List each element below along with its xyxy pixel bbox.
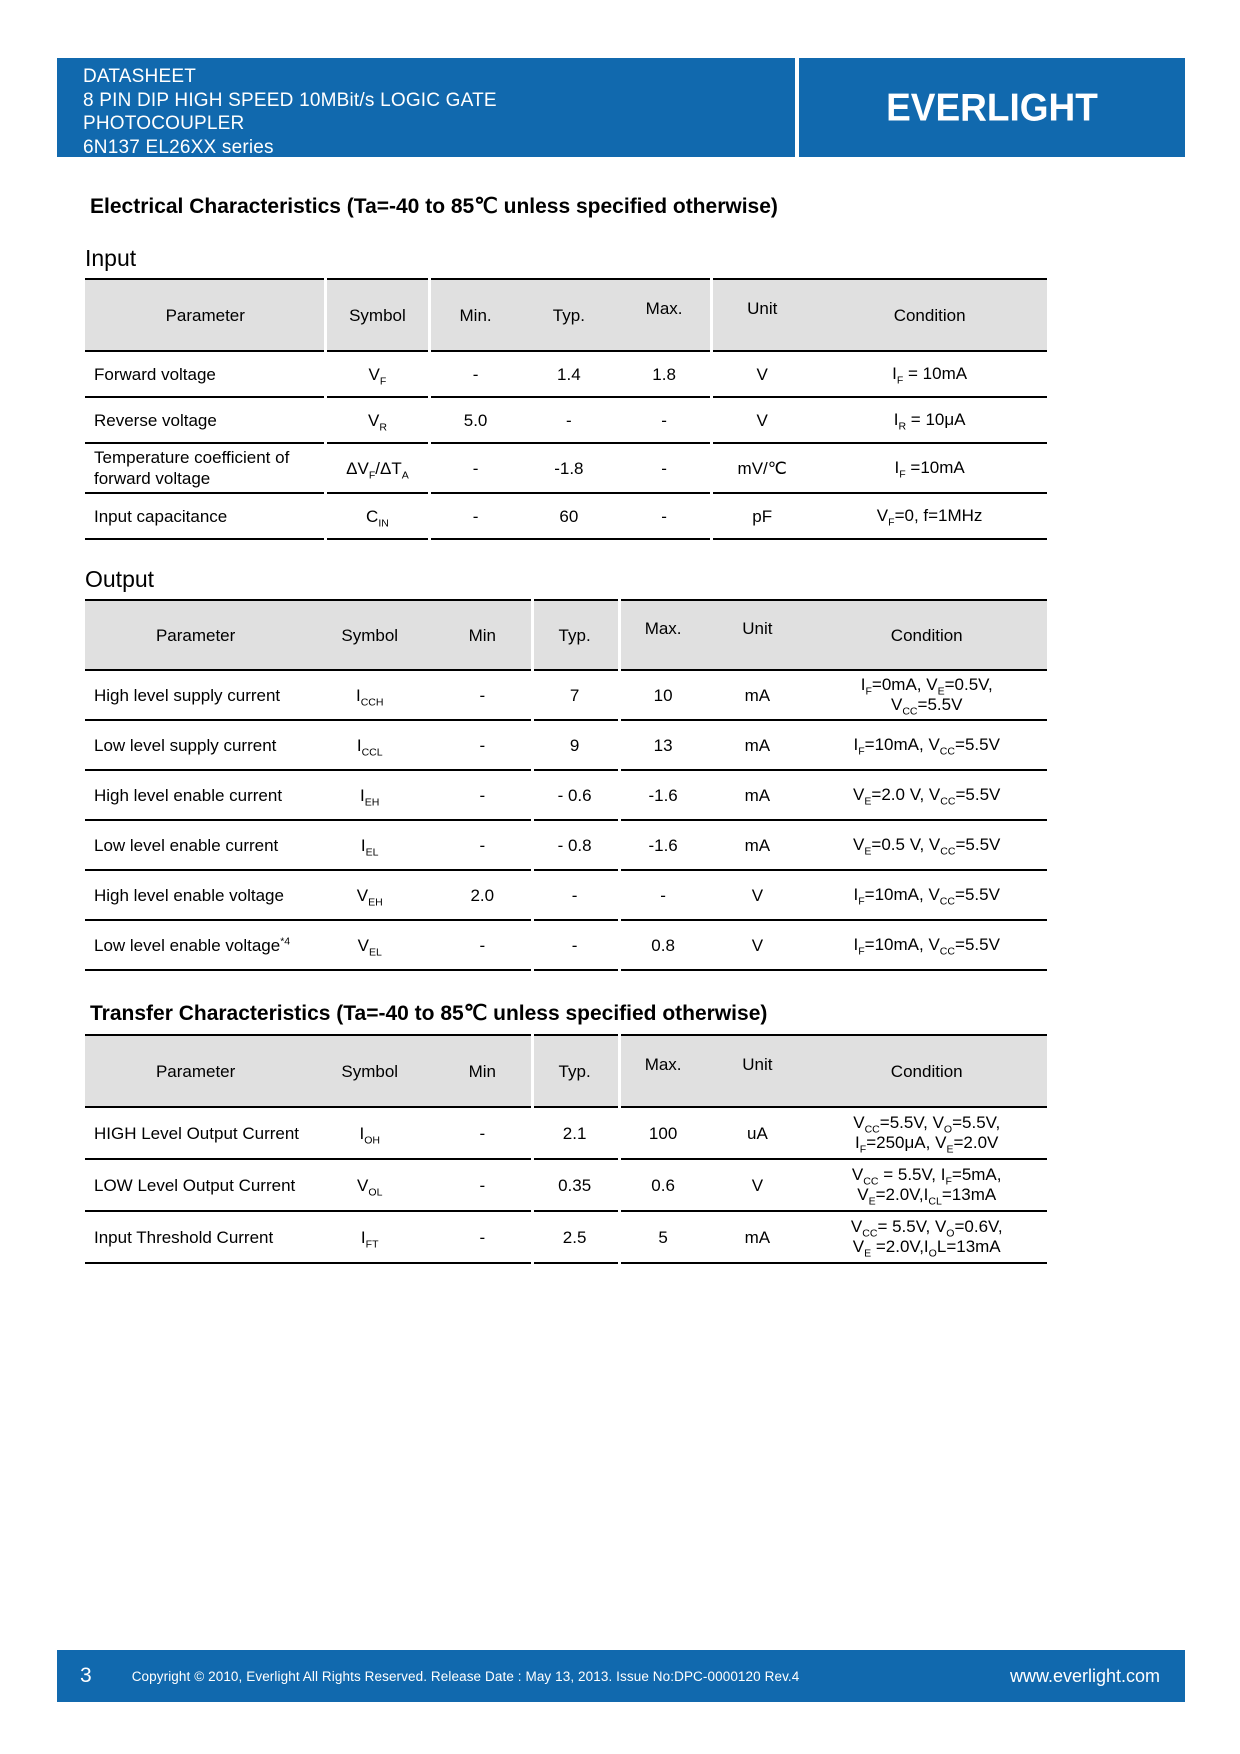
header-line-product: 8 PIN DIP HIGH SPEED 10MBit/s LOGIC GATE — [83, 89, 497, 111]
column-header: Max. — [644, 618, 682, 638]
column-divider — [531, 599, 534, 971]
table-cell: 1.4 — [557, 364, 581, 384]
table-row — [85, 821, 1047, 871]
table-cell: - — [661, 506, 667, 526]
table-cell: $I_F =10mA$ — [894, 458, 965, 481]
table-cell: 2.0 — [470, 885, 495, 905]
table-cell: $\Delta V_F/\Delta T_A$ — [346, 458, 409, 481]
table-cell: Input capacitance — [94, 506, 228, 526]
column-header: Min. — [459, 305, 492, 325]
transfer-characteristics-title: Transfer Characteristics (Ta=-40 to 85℃ unless specified otherwise) — [90, 1002, 768, 1025]
table-cell: V — [756, 410, 768, 430]
table-cell: - — [661, 410, 667, 430]
column-header: Typ. — [552, 305, 585, 325]
table-cell: 5.0 — [463, 410, 488, 430]
output-section-label: Output — [85, 566, 155, 592]
output-table — [85, 599, 1047, 971]
table-cell: mA — [744, 785, 771, 805]
table-cell: mA — [744, 1227, 771, 1247]
column-divider — [618, 1034, 621, 1264]
column-header: Min — [468, 625, 496, 645]
table-cell: - 0.8 — [557, 835, 592, 855]
table-cell: - — [479, 785, 486, 805]
table-cell: $C_{IN}$ — [366, 506, 389, 529]
table-header-row — [85, 1036, 1047, 1108]
table-cell: mV/℃ — [737, 458, 787, 478]
page-header — [57, 58, 1185, 157]
column-header: Max. — [645, 298, 683, 318]
table-cell: mA — [744, 835, 771, 855]
table-cell: $I_F=10mA$, $V_{CC}=5.5V$ — [853, 885, 1000, 908]
header-title-block — [57, 58, 795, 157]
table-cell: $V_{CC}=5.5V$, $V_O=5.5V$, $I_F=250\mu A$, $V_E=2.0V$ — [853, 1113, 1001, 1156]
table-cell: Low level enable voltage$^{*4}$ — [94, 934, 291, 955]
table-cell: LOW Level Output Current — [94, 1175, 296, 1195]
table-cell: High level enable current — [94, 785, 283, 805]
column-header: Symbol — [341, 1061, 399, 1081]
table-header-row — [85, 601, 1047, 671]
table-cell: $V_{CC} = 5.5V$, $I_F=5mA$, $V_E=2.0V,I_{CL}=13mA$ — [851, 1165, 1002, 1208]
table-cell: Forward voltage — [94, 364, 216, 384]
header-line-datasheet: DATASHEET — [83, 66, 196, 87]
column-header: Condition — [893, 305, 966, 325]
table-cell: $I_F=10mA$, $V_{CC}=5.5V$ — [853, 935, 1000, 958]
column-divider — [618, 599, 621, 971]
table-cell: 13 — [653, 735, 673, 755]
table-row — [85, 1212, 1047, 1264]
table-cell: 0.35 — [558, 1175, 592, 1195]
table-row — [85, 444, 1047, 494]
table-cell: $I_F=10mA$, $V_{CC}=5.5V$ — [853, 735, 1000, 758]
table-cell: mA — [744, 685, 771, 705]
table-cell: Low level supply current — [94, 735, 277, 755]
table-cell: 0.8 — [651, 935, 675, 955]
column-divider — [710, 278, 713, 540]
table-cell: 1.8 — [652, 364, 676, 384]
copyright-text: Copyright © 2010, Everlight All Rights Reserved. Release Date : May 13, 2013. Issue No:DPC-0000120 Rev.4 — [131, 1668, 800, 1684]
table-cell: $V_E=2.0$ V, $V_{CC}=5.5V$ — [853, 785, 1001, 808]
column-header: Parameter — [155, 625, 236, 645]
column-header: Unit — [747, 298, 778, 318]
table-cell: High level supply current — [94, 685, 281, 705]
table-cell: 2.5 — [562, 1227, 587, 1247]
table-cell: -1.6 — [648, 785, 678, 805]
table-cell: $V_{CC}= 5.5V$, $V_O=0.6V$, $V_E =2.0V,I_OL=13mA$ — [850, 1217, 1003, 1260]
table-cell: $I_{EH}$ — [360, 785, 380, 808]
table-cell: 2.1 — [562, 1123, 587, 1143]
table-cell: $V_F=0$, f=1MHz — [876, 506, 983, 529]
table-row — [85, 1160, 1047, 1212]
electrical-characteristics-title: Electrical Characteristics (Ta=-40 to 85℃ unless specified otherwise) — [90, 195, 778, 218]
table-cell: - — [472, 506, 479, 526]
table-cell: - — [566, 410, 572, 430]
table-cell: $I_{CCH}$ — [355, 685, 384, 708]
page-footer — [57, 1650, 1185, 1702]
transfer-table — [85, 1034, 1047, 1264]
table-row — [85, 671, 1047, 721]
column-header: Min — [468, 1061, 496, 1081]
input-table — [85, 278, 1047, 540]
table-cell: - — [479, 685, 486, 705]
table-cell: HIGH Level Output Current — [94, 1123, 300, 1143]
table-row — [85, 771, 1047, 821]
table-cell: $V_{OL}$ — [357, 1175, 383, 1198]
table-cell: - — [479, 1227, 486, 1247]
page-content — [0, 157, 1240, 1264]
table-cell: $V_{EH}$ — [356, 885, 383, 908]
table-cell: High level enable voltage — [94, 885, 284, 905]
table-cell: $I_{OH}$ — [359, 1123, 380, 1146]
table-cell: - — [571, 935, 578, 955]
table-cell: $I_{EL}$ — [360, 835, 379, 858]
everlight-logo: EVERLIGHT — [886, 85, 1098, 129]
table-cell: 9 — [569, 735, 580, 755]
table-cell: V — [751, 1175, 764, 1195]
table-row — [85, 871, 1047, 921]
column-header: Symbol — [349, 305, 406, 325]
table-cell: Low level enable current — [94, 835, 279, 855]
table-cell: $V_{EL}$ — [357, 935, 382, 958]
table-cell: $I_{FT}$ — [360, 1227, 379, 1250]
table-cell: $I_{CCL}$ — [356, 735, 383, 758]
table-cell: $I_F = 10mA$ — [892, 364, 968, 387]
input-section-label: Input — [85, 245, 137, 271]
column-header: Condition — [890, 625, 963, 645]
table-cell: -1.8 — [554, 458, 584, 478]
table-cell: Reverse voltage — [94, 410, 217, 430]
column-header: Max. — [644, 1054, 682, 1074]
header-line-series: 6N137 EL26XX series — [83, 136, 274, 158]
table-cell: $V_R$ — [367, 410, 387, 433]
table-cell: $I_R = 10\mu A$ — [893, 410, 966, 433]
table-cell: 5 — [658, 1227, 668, 1247]
table-row — [85, 494, 1047, 540]
table-cell: Temperature coefficient of forward voltage — [94, 448, 290, 488]
column-header: Typ. — [558, 1061, 591, 1081]
table-cell: - 0.6 — [557, 785, 592, 805]
table-cell: 10 — [653, 685, 673, 705]
website-link[interactable]: www.everlight.com — [1009, 1665, 1160, 1686]
table-cell: $V_F$ — [368, 364, 387, 387]
table-cell: - — [479, 735, 486, 755]
table-cell: 100 — [648, 1123, 678, 1143]
table-cell: mA — [744, 735, 771, 755]
table-row — [85, 721, 1047, 771]
table-cell: $V_E=0.5$ V, $V_{CC}=5.5V$ — [853, 835, 1001, 858]
table-cell: Input Threshold Current — [94, 1227, 274, 1247]
table-cell: - — [571, 885, 578, 905]
table-cell: - — [660, 885, 666, 905]
column-divider — [428, 278, 431, 540]
table-row — [85, 921, 1047, 971]
column-header: Typ. — [558, 625, 591, 645]
header-logo-block — [799, 58, 1185, 157]
table-cell: - — [479, 935, 486, 955]
table-cell: - — [479, 1175, 486, 1195]
table-cell: 0.6 — [651, 1175, 675, 1195]
table-cell: - — [479, 835, 486, 855]
table-cell: pF — [752, 506, 773, 526]
table-cell: 7 — [569, 685, 580, 705]
table-row — [85, 1108, 1047, 1160]
table-cell: $I_F=0mA$, $V_E=0.5V$, $V_{CC}=5.5V$ — [860, 675, 993, 718]
column-header: Unit — [742, 618, 773, 638]
table-header-row — [85, 280, 1047, 352]
column-header: Parameter — [155, 1061, 236, 1081]
column-header: Parameter — [165, 305, 245, 325]
column-header: Unit — [742, 1054, 773, 1074]
table-cell: - — [472, 458, 479, 478]
table-cell: - — [472, 364, 479, 384]
column-header: Condition — [890, 1061, 963, 1081]
table-cell: - — [479, 1123, 486, 1143]
column-divider — [324, 278, 327, 540]
table-cell: V — [756, 364, 768, 384]
table-cell: 60 — [559, 506, 579, 526]
table-row — [85, 398, 1047, 444]
page-number: 3 — [80, 1664, 92, 1687]
table-cell: -1.6 — [648, 835, 678, 855]
table-cell: uA — [746, 1123, 768, 1143]
table-cell: V — [751, 935, 764, 955]
table-row — [85, 352, 1047, 398]
table-cell: V — [751, 885, 764, 905]
header-line-type: PHOTOCOUPLER — [83, 113, 245, 134]
column-divider — [531, 1034, 534, 1264]
table-cell: - — [661, 458, 667, 478]
column-header: Symbol — [341, 625, 399, 645]
